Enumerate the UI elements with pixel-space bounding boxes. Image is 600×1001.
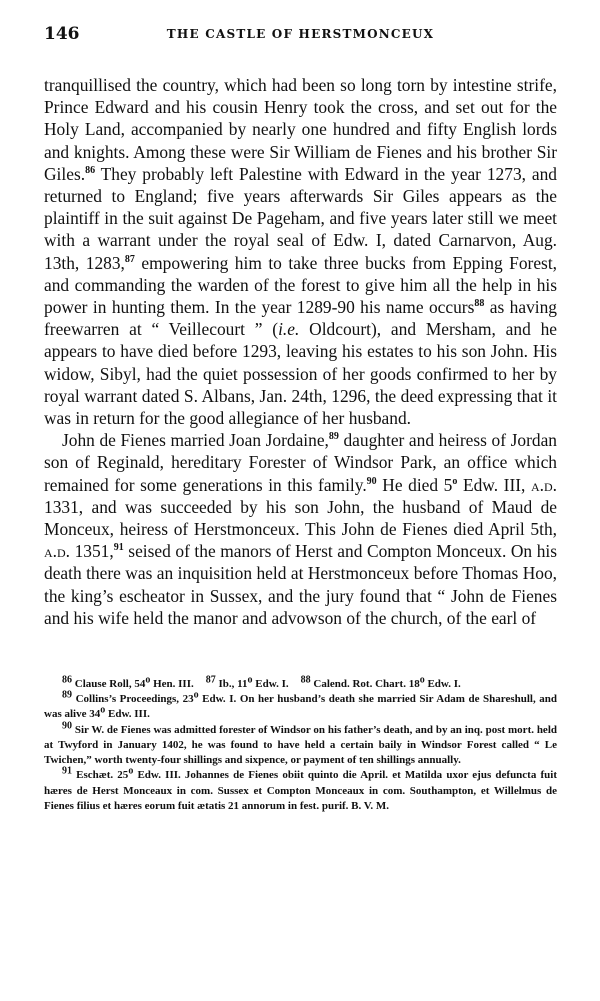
footnote-91: $^{91}$ Eschæt. 25$^o$ Edw. III. Johannes de Fienes obiit quinto die April. et Matilda uxor ejus defuncta fuit hæres de Herst Monceaux in com. Sussex et Compton Monceaux in com. Southampton, et Willelmus de Fienes filius et hæres eorum fuit ætatis 21 annorum in fest. purif. B. V. M. (44, 765, 558, 812)
footnote-ref: 91 (113, 542, 124, 554)
page-number: 146 (44, 24, 80, 44)
running-title: THE CASTLE OF HERSTMONCEUX (166, 27, 435, 41)
running-head (44, 24, 557, 54)
footnote-ref: 89 (328, 431, 339, 443)
footnotes (44, 674, 558, 814)
book-page (44, 24, 557, 814)
paragraph-2: John de Fienes married Joan Jordaine,$^{89}$ daughter and heiress of Jordan son of Reginald, hereditary Forester of Windsor Park, an office which remained for some generations in this family.$^{90}$ He died 5$^o$ Edw. III, a.d. 1331, and was succeeded by his son John, the husband of Maud de Monceux, heiress of Herstmonceux. This John de Fienes died April 5th, a.d. 1351,91 seised of the manors of Herst and Compton Monceux. On his death there was an inquisition held at Herstmonceux before Thomas Hoo, the king’s escheator in Sussex, and the jury found that “ John de Fienes and his wife held the manor and advowson of the church, of the earl of (44, 430, 557, 628)
footnotes-86-88: $^{86}$ Clause Roll, 54$^o$ Hen. III. $^{87}$ Ib., 11$^o$ Edw. I. $^{88}$ Calend. Rot. Chart. 18$^o$ Edw. I. (62, 674, 461, 691)
footnote-89: $^{89}$ Collins’s Proceedings, 23$^o$ Edw. I. On her husband’s death she married Sir Adam de Shareshull, and was alive 34$^o$ Edw. III. (44, 689, 558, 721)
footnote-90: $^{90}$ Sir W. de Fienes was admitted forester of Windsor on his father’s death, and by an inq. post mort. held at Twyford in January 1402, he was found to have held a certain baily in Windsor Forest called “ Le Twichen,” worth twenty-four shillings and sixpence, or payment of ten shillings annually. (44, 720, 557, 767)
footnote-ref: 90 (366, 475, 377, 487)
paragraph-1: tranquillised the country, which had been so long torn by intestine strife, Prince Edward and his cousin Henry took the cross, and set out for the Holy Land, accompanied by nearly one hundred and fifty English lords and knights. Among these were Sir William de Fienes and his brother Sir Giles.$^{86}$ They probably left Palestine with Edward in the year 1273, and returned to England; five years afterwards Sir Giles appears as the plaintiff in the suit against De Pageham, and five years later still we meet with a warrant under the royal seal of Edw. I, dated Carnarvon, Aug. 13th, 1283,87 empowering him to take three bucks from Epping Forest, and commanding the warden of the forest to give him all the help in his power in hunting them. In the year 1289-90 his name occurs$^{88}$ as having freewarren at “ Veillecourt ” (i.e. Oldcourt), and Mersham, and he appears to have died before 1293, leaving his estates to his son John. His widow, Sibyl, had the quiet possession of her goods confirmed to her by royal warrant dated S. Albans, Jan. 24th, 1296, the deed expressing that it was in return for the good allegiance of her husband. (44, 75, 558, 429)
footnote-ref: 87 (124, 253, 135, 265)
footnote-ref: 86 (85, 165, 96, 177)
footnote-ref: 88 (474, 298, 485, 310)
body-text (44, 74, 557, 629)
